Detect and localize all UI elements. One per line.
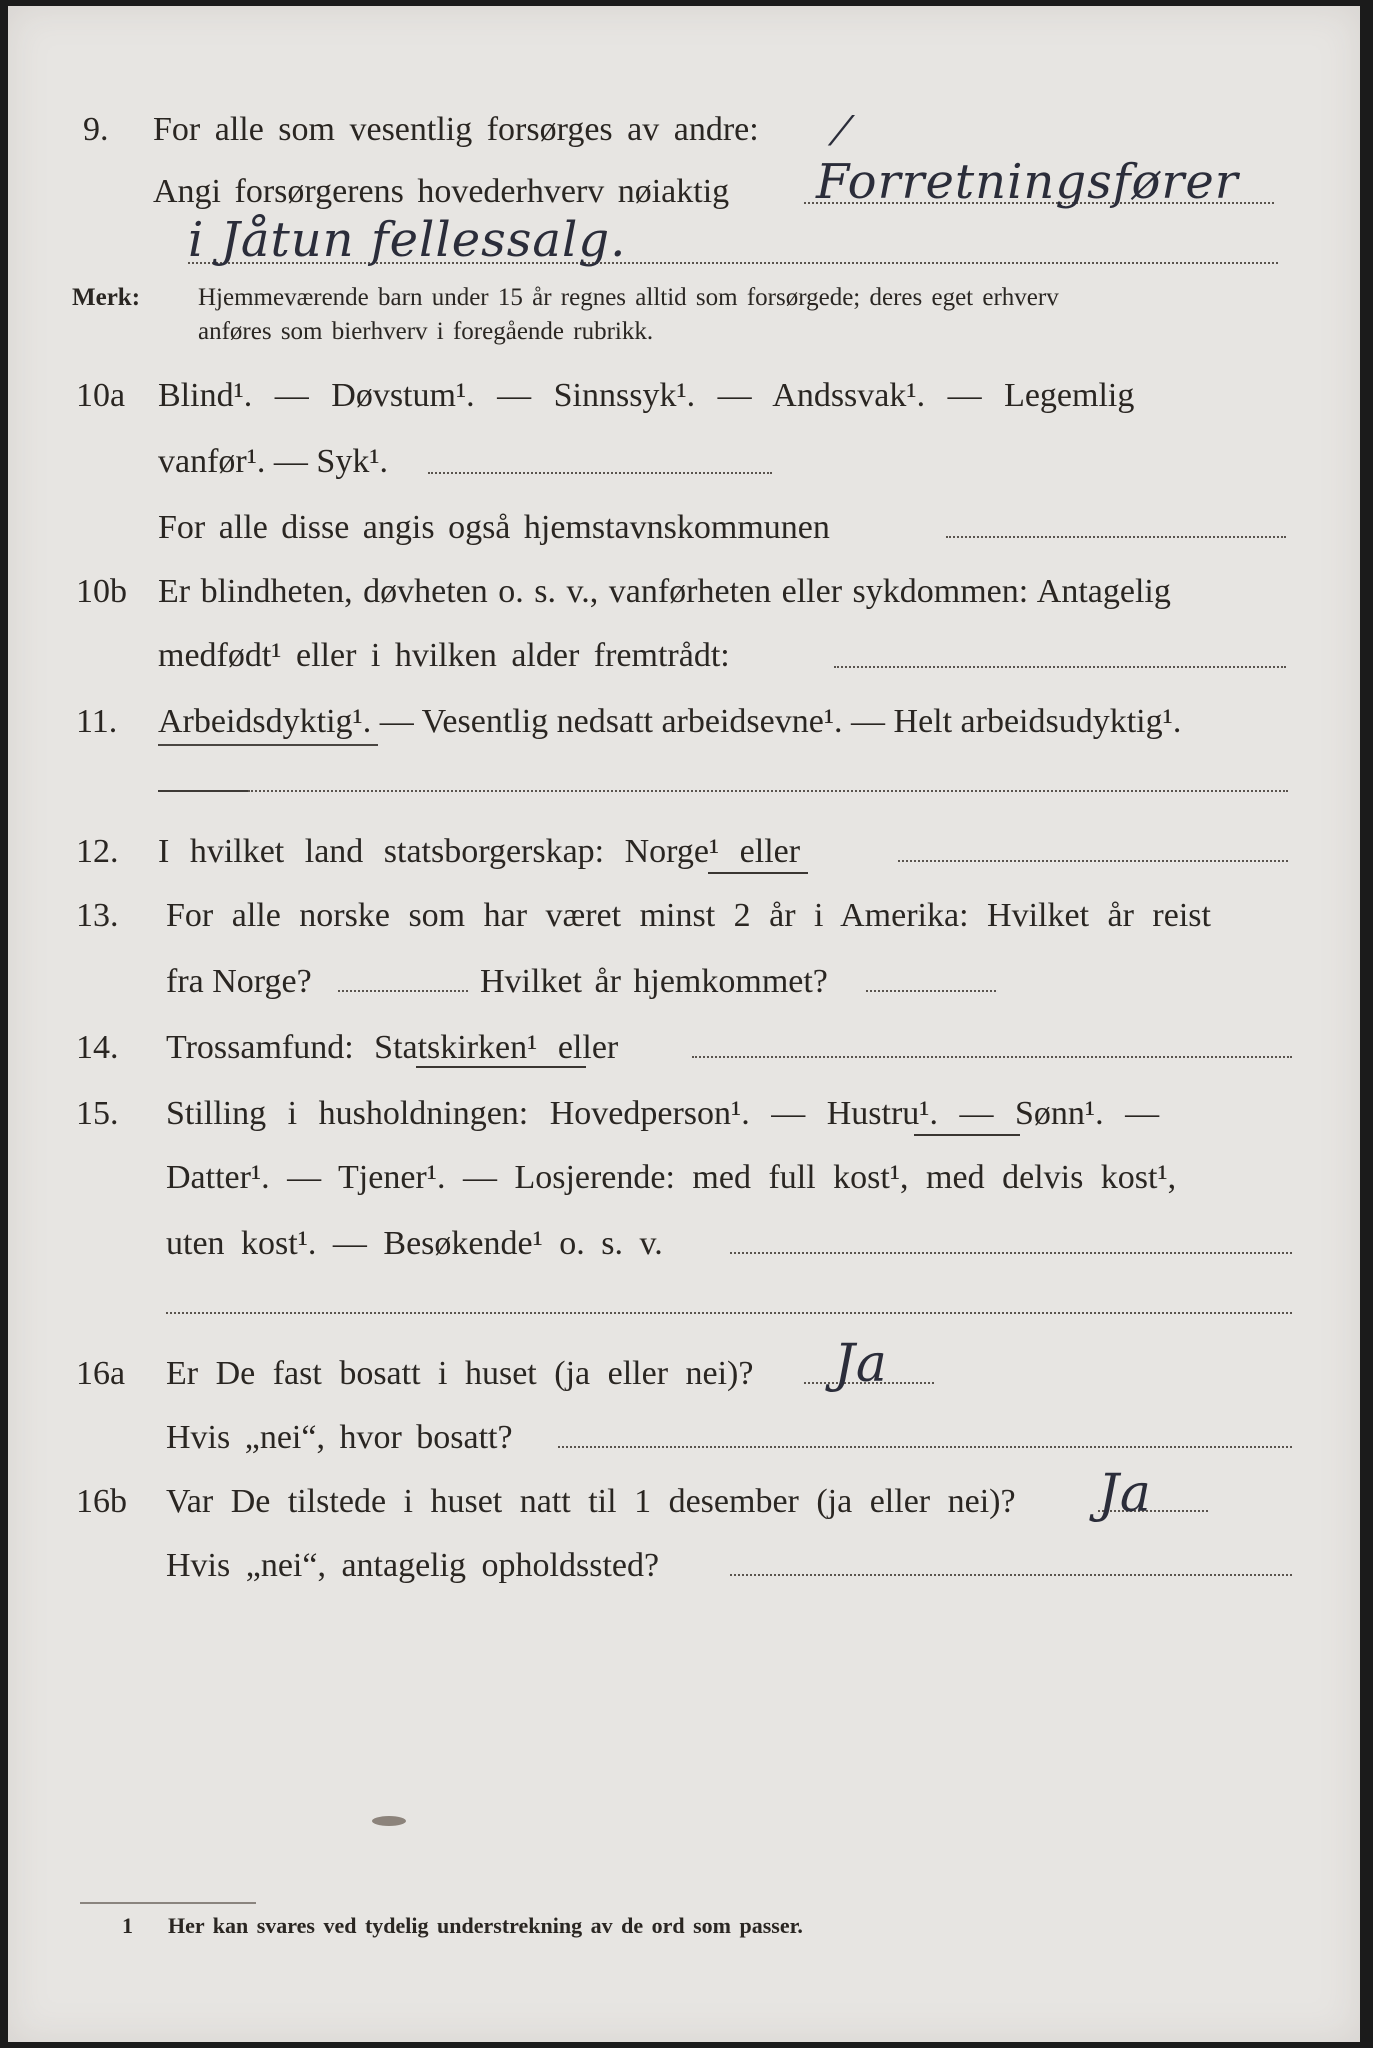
q12-line1: I hvilket land statsborgerskap: Norge¹ eller <box>158 833 801 870</box>
q16a-line1: Er De fast bosatt i huset (ja eller nei)? <box>166 1355 754 1392</box>
q15-line1: Stilling i husholdningen: Hovedperson¹. — Hustru¹. — Sønn¹. — <box>166 1095 1160 1132</box>
ink-smudge <box>372 1816 406 1826</box>
q16a-answer-handwritten: Ja <box>834 1334 888 1394</box>
q9-answer-handwritten-2: i Jåtun fellessalg. <box>188 212 627 268</box>
merk-line2: anføres som bierhverv i foregående rubrikk. <box>198 318 654 345</box>
q13-answer-line1 <box>338 990 468 992</box>
q9-dash-mark: ⁄ <box>838 109 846 155</box>
q10b-number: 10b <box>76 573 127 610</box>
q10a-line3: For alle disse angis også hjemstavnskommunen <box>158 509 830 546</box>
q15-answer-line2 <box>166 1312 1292 1314</box>
q10b-answer-line <box>834 666 1286 668</box>
q13-answer-line2 <box>866 990 996 992</box>
q10a-number: 10a <box>76 377 126 414</box>
q10b-line2: medfødt¹ eller i hvilken alder fremtrådt: <box>158 637 730 674</box>
q16a-line2: Hvis „nei“, hvor bosatt? <box>166 1419 513 1456</box>
q16b-line2: Hvis „nei“, antagelig opholdssted? <box>166 1547 660 1584</box>
q9-line2: Angi forsørgerens hovederhverv nøiaktig <box>153 173 730 210</box>
q15-underline-hustru <box>914 1134 1020 1136</box>
merk-line1: Hjemmeværende barn under 15 år regnes alltid som forsørgede; deres eget erhverv <box>198 284 1059 311</box>
q13-line1: For alle norske som har været minst 2 år i Amerika: Hvilket år reist <box>166 897 1211 934</box>
q15-line3: uten kost¹. — Besøkende¹ o. s. v. <box>166 1225 663 1262</box>
q9-answer-handwritten-1: Forretningsfører <box>816 154 1239 210</box>
q11-line1: Arbeidsdyktig¹. — Vesentlig nedsatt arbeidsevne¹. — Helt arbeidsudyktig¹. <box>158 703 1182 740</box>
q13-line2a: fra Norge? <box>166 963 312 1000</box>
q14-number: 14. <box>76 1029 119 1066</box>
q15-line2: Datter¹. — Tjener¹. — Losjerende: med full kost¹, med delvis kost¹, <box>166 1159 1177 1196</box>
q11-underline-arbeidsdyktig <box>158 744 378 746</box>
q15-answer-line <box>730 1252 1292 1254</box>
footnote-separator <box>80 1902 256 1904</box>
q9-line1: For alle som vesentlig forsørges av andre: <box>153 111 759 148</box>
q10a-answer-line2 <box>946 536 1286 538</box>
q14-underline-statskirken <box>416 1066 586 1068</box>
q12-answer-line <box>898 860 1288 862</box>
q16a-number: 16a <box>76 1355 126 1392</box>
merk-label: Merk: <box>72 284 141 311</box>
q10a-line1: Blind¹. — Døvstum¹. — Sinnssyk¹. — Andssvak¹. — Legemlig <box>158 377 1135 414</box>
q11-number: 11. <box>76 703 118 740</box>
q16b-number: 16b <box>76 1483 127 1520</box>
q11-answer-start <box>158 790 248 792</box>
q16b-answer-handwritten: Ja <box>1098 1464 1152 1524</box>
q13-line2b: Hvilket år hjemkommet? <box>480 963 828 1000</box>
q12-number: 12. <box>76 833 119 870</box>
q10a-answer-line1 <box>428 472 772 474</box>
q12-underline-norge <box>708 872 808 874</box>
q14-line1: Trossamfund: Statskirken¹ eller <box>166 1029 619 1066</box>
footnote-text: Her kan svares ved tydelig understrekning av de ord som passer. <box>168 1913 803 1938</box>
q16b-answer-line2 <box>730 1574 1292 1576</box>
q11-answer-line <box>248 790 1288 792</box>
q16a-answer-line2 <box>558 1446 1292 1448</box>
q10a-line2: vanfør¹. — Syk¹. <box>158 443 389 480</box>
q13-number: 13. <box>76 897 119 934</box>
q14-answer-line <box>692 1056 1292 1058</box>
census-form-page <box>8 6 1360 2042</box>
q16b-line1: Var De tilstede i huset natt til 1 desember (ja eller nei)? <box>166 1483 1016 1520</box>
q10b-line1: Er blindheten, døvheten o. s. v., vanførheten eller sykdommen: Antagelig <box>158 573 1171 610</box>
footnote-mark: 1 <box>122 1913 133 1938</box>
q9-number: 9. <box>83 111 109 148</box>
q15-number: 15. <box>76 1095 119 1132</box>
